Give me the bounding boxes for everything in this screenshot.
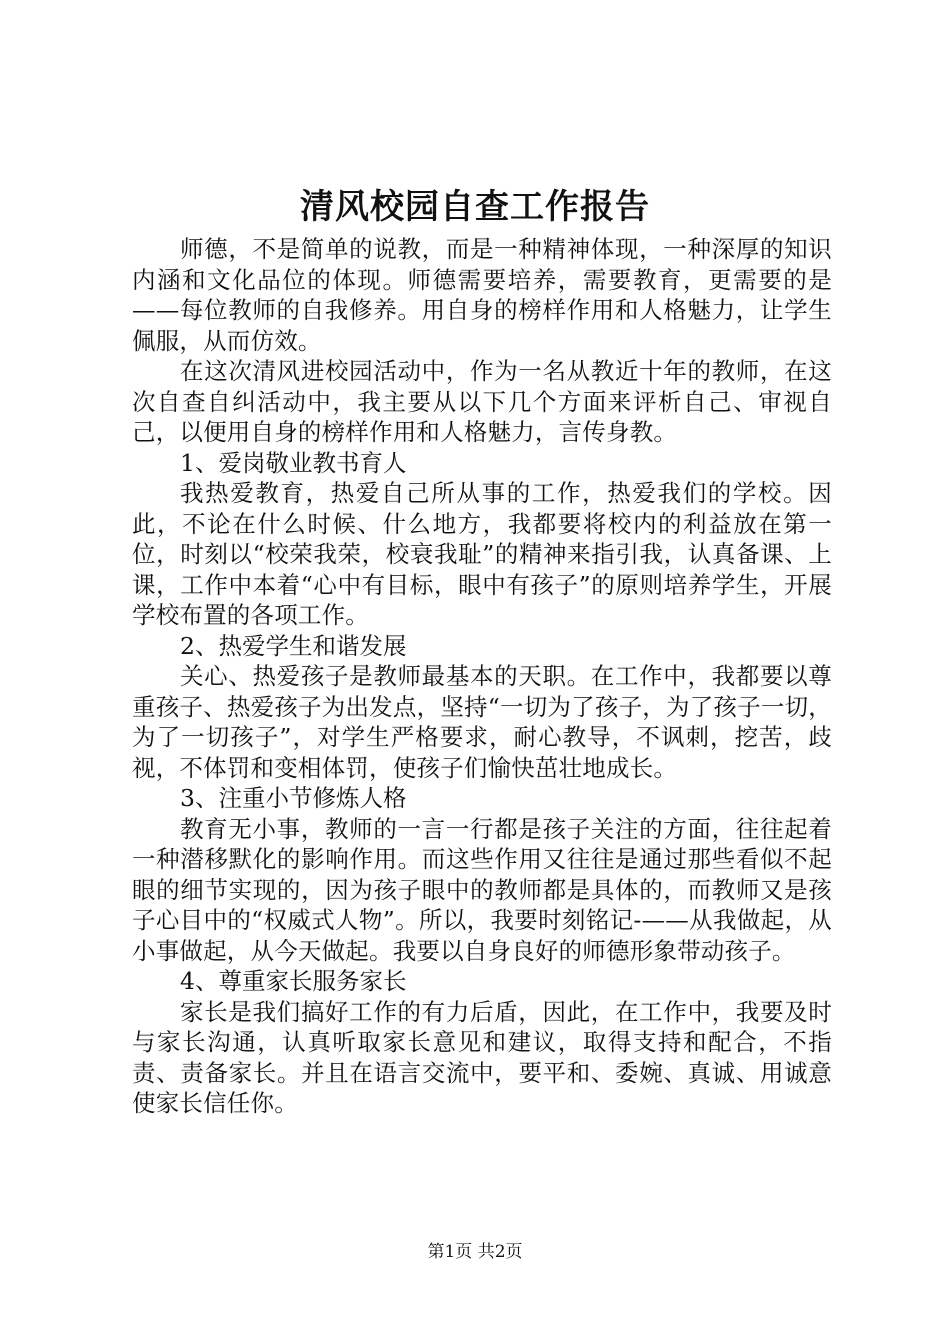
- paragraph: 在这次清风进校园活动中，作为一名从教近十年的教师，在这次自查自纠活动中，我主要从以下几个方面来评析自己、审视自己，以便用自身的榜样作用和人格魅力，言传身教。: [132, 357, 832, 446]
- paragraph: 我热爱教育，热爱自己所从事的工作，热爱我们的学校。因此，不论在什么时候、什么地方，我都要将校内的利益放在第一位，时刻以“校荣我荣，校衰我耻”的精神来指引我，认真备课、上课，工作中本着“心中有目标，眼中有孩子”的原则培养学生，开展学校布置的各项工作。: [132, 479, 832, 629]
- document-title: 清风校园自查工作报告: [300, 187, 650, 227]
- paragraph: 教育无小事，教师的一言一行都是孩子关注的方面，往往起着一种潜移默化的影响作用。而这些作用又往往是通过那些看似不起眼的细节实现的，因为孩子眼中的教师都是具体的，而教师又是孩子心目中的“权威式人物”。所以，我要时刻铭记-——从我做起，从小事做起，从今天做起。我要以自身良好的师德形象带动孩子。: [132, 814, 832, 965]
- section-heading: 3、注重小节修炼人格: [180, 784, 407, 812]
- document-body: [132, 234, 832, 1119]
- section-heading: 4、尊重家长服务家长: [180, 967, 407, 995]
- section-heading: 2、热爱学生和谐发展: [180, 631, 407, 660]
- paragraph: 关心、热爱孩子是教师最基本的天职。在工作中，我都要以尊重孩子、热爱孩子为出发点，坚持“一切为了孩子，为了孩子一切，为了一切孩子”，对学生严格要求，耐心教导，不讽刺，挖苦，歧视，不体罚和变相体罚，使孩子们愉快茁壮地成长。: [132, 662, 832, 782]
- page-footer: 第1页 共2页: [427, 1242, 523, 1262]
- paragraph: 师德，不是简单的说教，而是一种精神体现，一种深厚的知识内涵和文化品位的体现。师德需要培养，需要教育，更需要的是——每位教师的自我修养。用自身的榜样作用和人格魅力，让学生佩服，从而仿效。: [132, 235, 832, 355]
- section-heading: 1、爱岗敬业教书育人: [180, 448, 407, 477]
- paragraph: 家长是我们搞好工作的有力后盾，因此，在工作中，我要及时与家长沟通，认真听取家长意见和建议，取得支持和配合，不指责、责备家长。并且在语言交流中，要平和、委婉、真诚、用诚意使家长信任你。: [132, 997, 832, 1117]
